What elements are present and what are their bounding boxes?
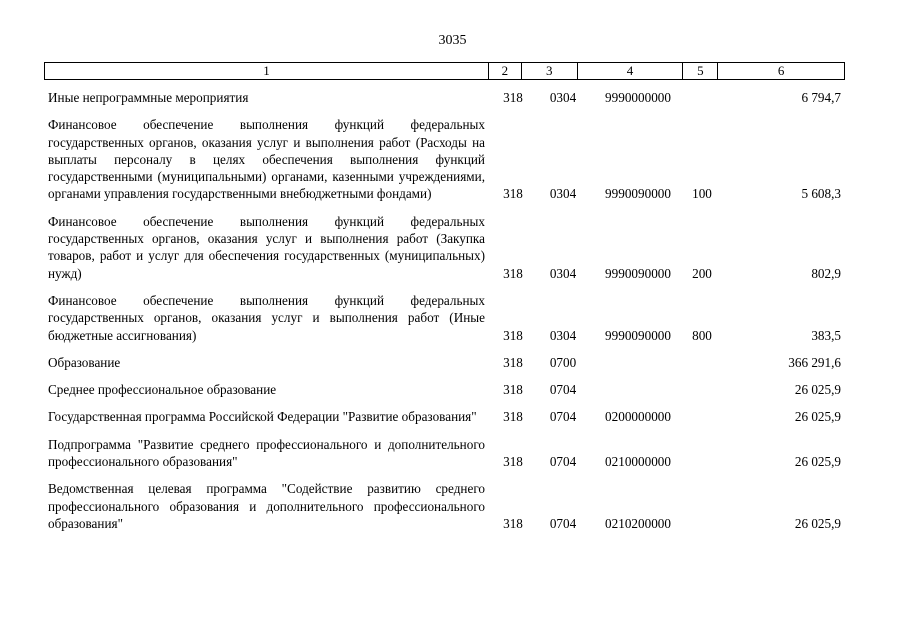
row-code-4: 9990000000	[605, 90, 671, 105]
header-col-6: 6	[717, 63, 844, 79]
row-code-3: 0304	[549, 90, 577, 105]
table-row	[48, 292, 845, 344]
table-row	[48, 116, 845, 202]
row-code-2: 318	[503, 327, 523, 343]
row-code-2: 318	[503, 186, 523, 202]
row-code-2: 318	[503, 382, 523, 398]
row-code-4: 0200000000	[605, 409, 671, 425]
row-code-4: 9990090000	[605, 265, 671, 281]
table-row	[48, 381, 845, 398]
row-amount: 366 291,6	[788, 354, 841, 370]
row-code-3: 0304	[549, 265, 577, 281]
row-description: Подпрограмма "Развитие среднего профессионального и дополнительного профессионального образования"	[48, 436, 485, 470]
row-code-4: 0210000000	[605, 454, 671, 470]
row-description: Образование	[48, 354, 121, 370]
row-code-2: 318	[503, 515, 523, 531]
row-code-4: 9990090000	[605, 327, 671, 343]
table-header	[44, 62, 845, 80]
row-amount: 5 608,3	[801, 186, 841, 202]
row-amount: 26 025,9	[794, 409, 841, 425]
row-code-3: 0704	[549, 409, 577, 425]
header-col-2: 2	[488, 63, 521, 79]
page-number: 3035	[438, 33, 467, 48]
row-code-3: 0704	[549, 454, 577, 470]
row-code-5: 100	[692, 186, 712, 202]
table-row	[48, 213, 845, 282]
row-description: Финансовое обеспечение выполнения функций федеральных государственных органов, оказания услуг и выполнения работ (Расходы на выплаты персоналу в целях обеспечения выполнения функций государственными (муниципальными) органами, казенными учреждениями, органами управления государственными внебюджетными фондами)	[48, 117, 485, 202]
row-amount: 802,9	[811, 265, 841, 281]
header-col-5: 5	[682, 63, 717, 79]
row-amount: 26 025,9	[794, 382, 841, 398]
row-description: Финансовое обеспечение выполнения функций федеральных государственных органов, оказания услуг и выполнения работ (Закупка товаров, работ и услуг для обеспечения государственных (муниципальных) нужд)	[48, 213, 485, 281]
table-row	[48, 89, 845, 106]
row-code-3: 0304	[549, 327, 577, 343]
row-code-2: 318	[503, 354, 523, 370]
row-code-5: 200	[692, 265, 712, 281]
row-code-3: 0304	[549, 186, 577, 202]
row-code-2: 318	[503, 409, 523, 425]
row-amount: 6 794,7	[801, 90, 841, 105]
row-code-2: 318	[503, 265, 523, 281]
header-col-4: 4	[577, 63, 683, 79]
row-code-3: 0704	[549, 382, 577, 398]
row-code-2: 318	[503, 454, 523, 470]
row-amount: 26 025,9	[794, 515, 841, 531]
table-row	[48, 480, 845, 532]
row-amount: 26 025,9	[794, 454, 841, 470]
row-description: Финансовое обеспечение выполнения функций федеральных государственных органов, оказания услуг и выполнения работ (Иные бюджетные ассигнования)	[48, 292, 485, 343]
row-code-4: 9990090000	[605, 186, 671, 202]
table-body	[48, 89, 845, 542]
row-description: Среднее профессиональное образование	[48, 382, 277, 398]
row-code-2: 318	[503, 90, 523, 105]
row-amount: 383,5	[811, 327, 841, 343]
row-description: Иные непрограммные мероприятия	[48, 90, 249, 105]
table-row	[48, 436, 845, 471]
row-code-4: 0210200000	[605, 515, 671, 531]
header-col-1: 1	[263, 63, 270, 78]
table-row	[48, 354, 845, 371]
row-code-3: 0704	[549, 515, 577, 531]
row-code-3: 0700	[549, 354, 577, 370]
table-row	[48, 408, 845, 425]
row-description: Государственная программа Российской Федерации "Развитие образования"	[48, 409, 477, 425]
row-description: Ведомственная целевая программа "Содействие развитию среднего профессионального образования и дополнительного профессионального образования"	[48, 481, 485, 531]
row-code-5: 800	[692, 327, 712, 343]
header-col-3: 3	[521, 63, 577, 79]
